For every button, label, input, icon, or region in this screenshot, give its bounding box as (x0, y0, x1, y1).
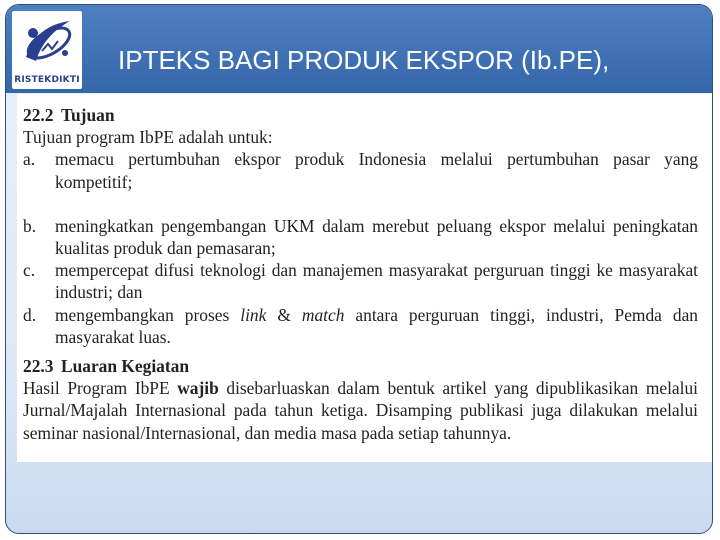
list-item-text: memacu pertumbuhan ekspor produk Indonesia melalui pertumbuhan pasar yang (55, 149, 698, 170)
bold-term-wajib: wajib (177, 378, 219, 399)
paragraph-line: Jurnal/Majalah Internasional pada tahun ketiga. Disamping publikasi juga dilakukan melalui (23, 400, 698, 421)
list-item-a (23, 148, 698, 192)
ristekdikti-emblem-icon (12, 11, 82, 73)
list-item-c (23, 259, 698, 303)
list-marker: a. (23, 149, 36, 170)
list-item-text: meningkatkan pengembangan UKM dalam merebut peluang ekspor melalui peningkatan (55, 215, 698, 236)
intro-text: Tujuan program IbPE adalah untuk: (23, 127, 273, 148)
italic-term-match: match (301, 304, 345, 325)
logo-label: RISTEKDIKTI (14, 75, 80, 85)
list-item-continuation: masyarakat luas. (55, 326, 171, 347)
paragraph-line: seminar nasional/Internasional, dan media masa pada setiap tahunnya. (23, 422, 512, 443)
slide-frame (5, 4, 713, 534)
section-title: Luaran Kegiatan (61, 356, 190, 377)
document-excerpt (17, 94, 712, 462)
list-item-continuation: industri; dan (55, 282, 143, 303)
slide-header (6, 5, 712, 93)
list-marker: c. (23, 260, 36, 281)
section-heading-tujuan (23, 104, 698, 126)
list-item-continuation: kualitas produk dan pemasaran; (55, 238, 276, 259)
list-marker: b. (23, 215, 37, 236)
list-item-text: mempercepat difusi teknologi dan manajemen masyarakat perguruan tinggi ke masyarakat (55, 260, 698, 281)
slide-title: IPTEKS BAGI PRODUK EKSPOR (Ib.PE), (118, 45, 610, 75)
section-number: 22.2 (23, 105, 54, 125)
section-heading-luaran (23, 355, 698, 377)
list-item-continuation: kompetitif; (55, 171, 133, 192)
section-title: Tujuan (61, 105, 115, 125)
section-number: 22.3 (23, 356, 54, 377)
paragraph-line: Hasil Program IbPE wajib disebarluaskan dalam bentuk artikel yang dipublikasikan melalui (23, 378, 698, 399)
list-item-d (23, 304, 698, 348)
list-item-b (23, 215, 698, 259)
italic-term-link: link (240, 304, 267, 325)
list-marker: d. (23, 304, 37, 325)
ristekdikti-logo (12, 11, 82, 89)
list-item-text: mengembangkan proses link & match antara perguruan tinggi, industri, Pemda dan (55, 304, 698, 325)
